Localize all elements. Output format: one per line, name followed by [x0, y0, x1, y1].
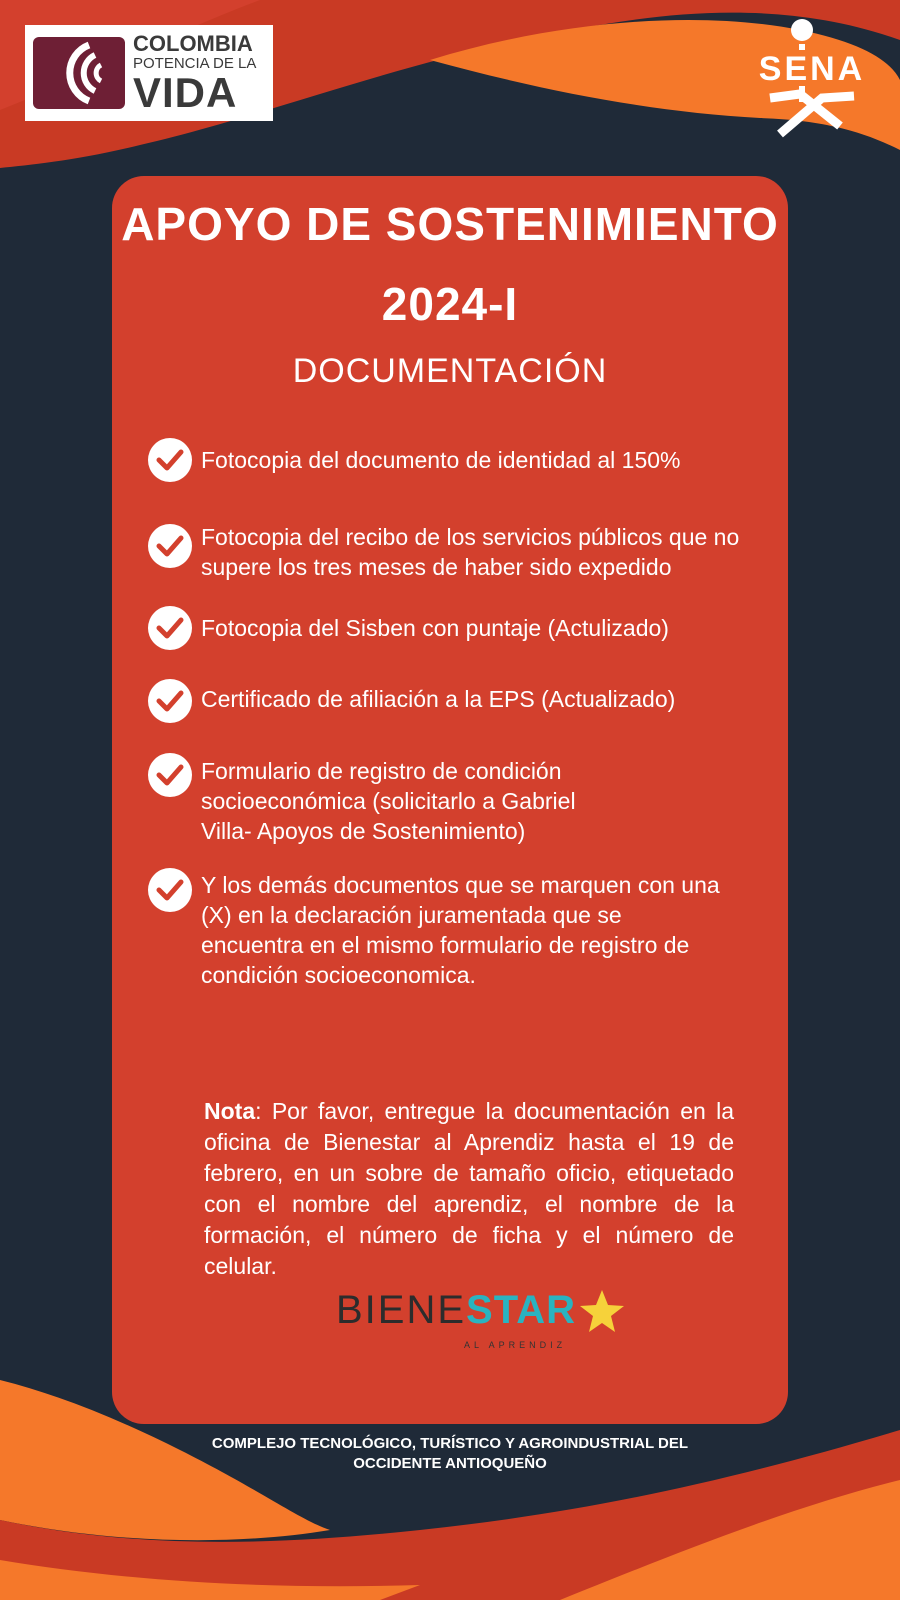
- list-item-text: Fotocopia del Sisben con puntaje (Actulizado): [201, 615, 669, 641]
- colombia-logo: [25, 25, 273, 121]
- note-paragraph: [204, 1096, 734, 1282]
- main-card: [112, 176, 788, 1424]
- bienestar-part2: STAR: [466, 1288, 576, 1332]
- check-icon: [148, 606, 192, 650]
- note-text: : Por favor, entregue la documentación en la oficina de Bienestar al Aprendiz hasta el 19 de febrero, en un sobre de tamaño oficio, etiquetado con el nombre del aprendiz, el nombre de la formación, el número de ficha y el número de celular.: [204, 1098, 734, 1279]
- sena-logo: [742, 14, 882, 146]
- check-icon: [148, 753, 192, 797]
- note-label: Nota: [204, 1098, 256, 1124]
- footer-line1: COMPLEJO TECNOLÓGICO, TURÍSTICO Y AGROINDUSTRIAL DEL: [211, 1435, 689, 1452]
- colombia-logo-line2: POTENCIA DE LA: [133, 55, 257, 72]
- check-icon: [148, 679, 192, 723]
- page-title: [112, 184, 788, 344]
- title-line2: 2024-I: [381, 278, 519, 330]
- footer: [0, 1434, 900, 1474]
- section-heading: DOCUMENTACIÓN: [292, 352, 608, 390]
- bienestar-subtitle: AL APRENDIZ: [464, 1340, 567, 1350]
- footer-line2: OCCIDENTE ANTIOQUEÑO: [353, 1455, 547, 1472]
- sena-logo-text: SENA: [758, 50, 866, 88]
- list-item-text: Fotocopia del documento de identidad al 150%: [201, 447, 681, 473]
- title-line1: APOYO DE SOSTENIMIENTO: [121, 198, 779, 250]
- list-item-text: Formulario de registro de condición socioeconómica (solicitarlo a Gabriel Villa- Apoyos de Sostenimiento): [201, 758, 576, 844]
- bienestar-part1: BIENE: [336, 1288, 467, 1332]
- colombia-logo-line3: VIDA: [133, 69, 238, 116]
- colombia-mark-icon: [29, 33, 129, 113]
- check-icon: [148, 438, 192, 482]
- check-icon: [148, 868, 192, 912]
- list-item-text: Fotocopia del recibo de los servicios públicos que no supere los tres meses de haber sido expedido: [201, 524, 740, 580]
- star-icon: [578, 1288, 626, 1334]
- colombia-logo-line1: COLOMBIA: [133, 31, 253, 56]
- bienestar-wordmark: [336, 1288, 576, 1333]
- list-item-text: Certificado de afiliación a la EPS (Actualizado): [201, 686, 676, 712]
- list-item-text: Y los demás documentos que se marquen con una (X) en la declaración juramentada que se encuentra en el mismo formulario de registro de condición socioeconomica.: [201, 872, 720, 988]
- check-icon: [148, 524, 192, 568]
